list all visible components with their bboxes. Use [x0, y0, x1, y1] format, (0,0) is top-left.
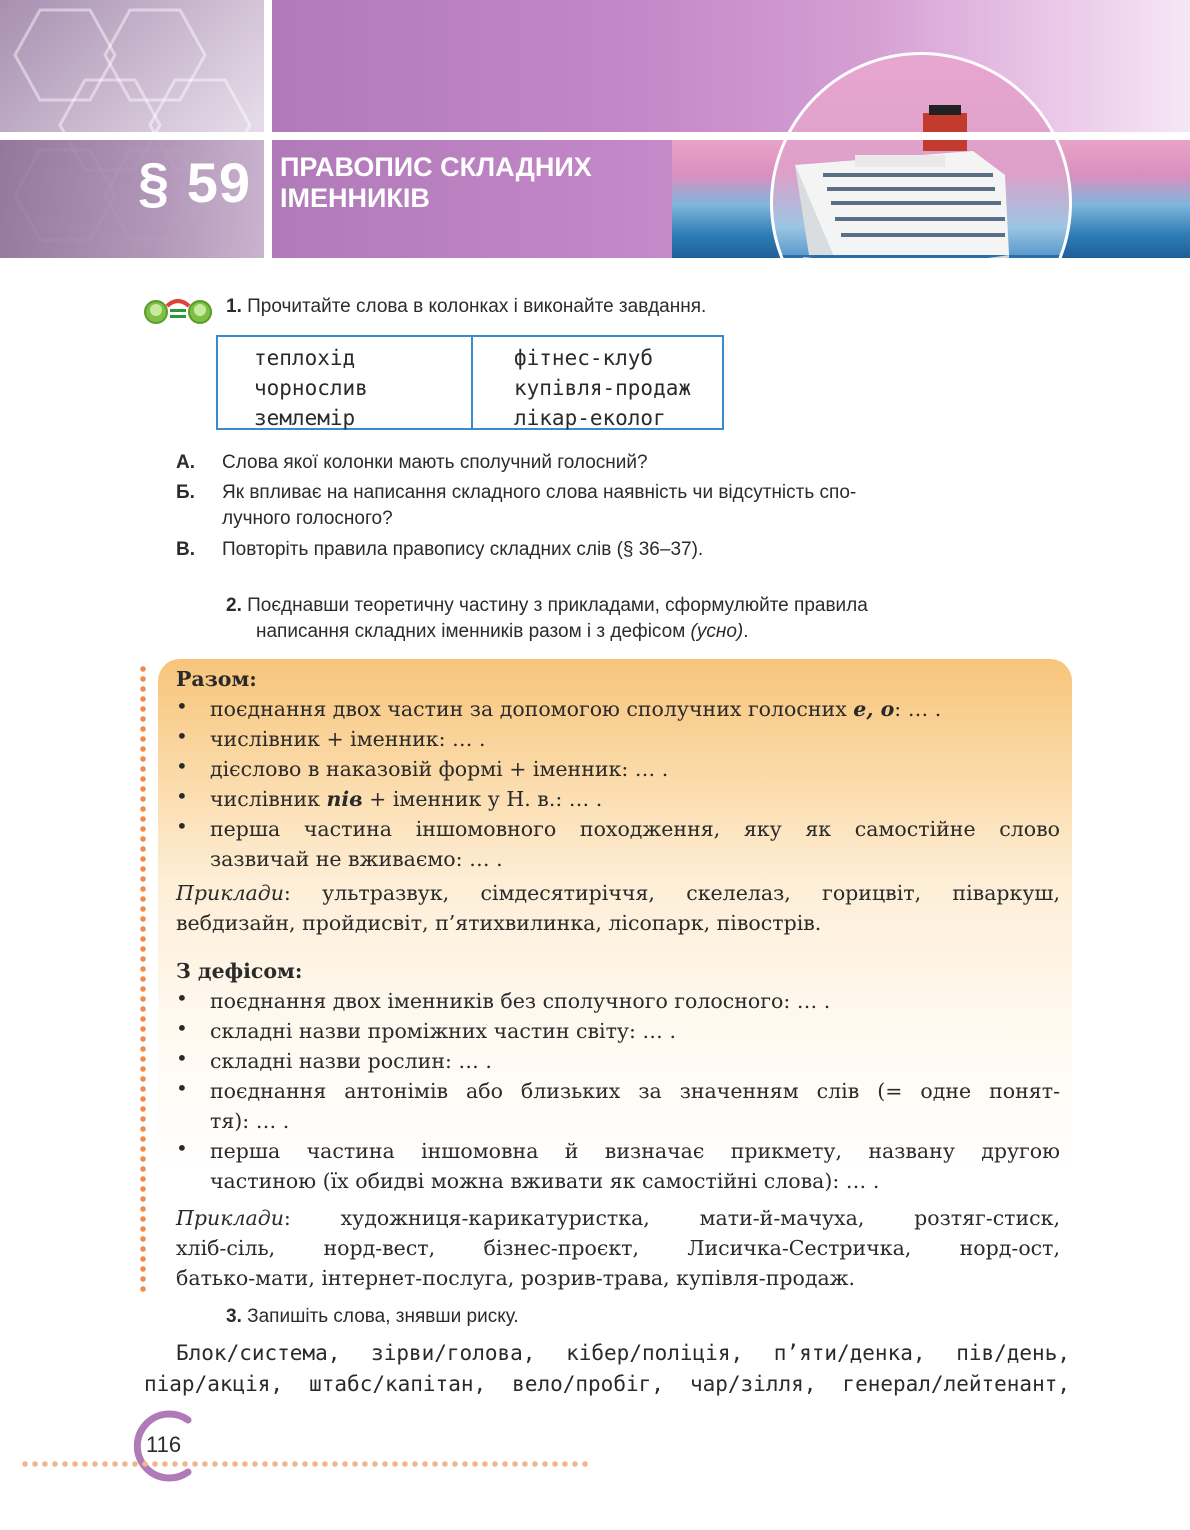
bullet-icon: • — [176, 724, 188, 748]
task-2-number: 2. — [226, 595, 242, 616]
question-letter: А. — [176, 452, 195, 473]
together-item-1 — [210, 694, 1060, 724]
task-1-text: Прочитайте слова в колонках і виконайте завдання. — [247, 296, 707, 317]
table-divider — [471, 337, 473, 428]
table-cell: купівля-продаж — [514, 376, 692, 400]
hyphen-item-1: поєднання двох іменників без сполучного голосного: … . — [210, 989, 831, 1013]
paragraph-number: § 59 — [138, 151, 251, 214]
together-heading: Разом: — [176, 667, 257, 691]
item-text-end: + іменник у Н. в.: … . — [362, 787, 603, 811]
hyphen-item-3: складні назви рослин: … . — [210, 1049, 492, 1073]
item-text-end: : … . — [894, 697, 942, 721]
together-item-2: числівник + іменник: … . — [210, 727, 486, 751]
examples-line-1: : ультразвук, сімдесятиріччя, скелелаз, горицвіт, піваркуш, — [283, 881, 1060, 905]
task-2-oral-note: (усно) — [690, 621, 744, 642]
hyphen-item-4 — [210, 1076, 1060, 1136]
table-cell: фітнес-клуб — [514, 346, 654, 370]
task-1-number: 1. — [226, 296, 242, 317]
examples-line-2: хліб-сіль, норд-вест, бізнес-проєкт, Лисичка-Сестричка, норд-ост, — [176, 1236, 1060, 1260]
task-1-heading — [226, 296, 706, 318]
table-column-1 — [254, 343, 368, 433]
pair-work-icon — [142, 292, 214, 326]
bullet-icon: • — [176, 986, 188, 1010]
table-cell: землемір — [254, 406, 356, 430]
bullet-icon: • — [176, 1046, 188, 1070]
examples-label: Приклади — [176, 1206, 284, 1230]
words-line-2: піар/акція, штабс/капітан, вело/пробіг, чар/зілля, генерал/лейтенант, — [144, 1372, 1070, 1396]
question-letter: В. — [176, 539, 195, 560]
task-2-period: . — [743, 621, 749, 642]
item-text-line-2: частиною (їх обидві можна вживати як самостійні слова): … . — [210, 1169, 880, 1193]
question-text-line-1: Як впливає на написання складного слова наявність чи відсутність спо- — [222, 482, 857, 503]
item-text-line-1: поєднання антонімів або близьких за значенням слів (= одне понят- — [210, 1079, 1060, 1103]
together-item-3: дієслово в наказовій формі + іменник: … . — [210, 757, 669, 781]
bullet-icon: • — [176, 1076, 188, 1100]
task-3-heading — [226, 1306, 519, 1328]
item-text: числівник — [210, 787, 327, 811]
examples-line-3: батько-мати, інтернет-послуга, розрив-трава, купівля-продаж. — [176, 1266, 856, 1290]
question-text: Повторіть правила правопису складних слів (§ 36–37). — [222, 539, 704, 560]
item-text-line-2: тя): … . — [210, 1109, 290, 1133]
task-2-line-2: написання складних іменників разом і з дефісом — [256, 621, 686, 642]
item-text-line-1: перша частина іншомовного походження, яку як самостійне слово — [210, 817, 1060, 841]
bullet-icon: • — [176, 694, 188, 718]
hyphen-examples — [176, 1203, 1060, 1293]
title-line-1: ПРАВОПИС СКЛАДНИХ — [280, 152, 592, 182]
question-text: Слова якої колонки мають сполучний голосний? — [222, 452, 648, 473]
question-text-line-2: лучного голосного? — [222, 508, 393, 529]
page-number: 116 — [146, 1432, 182, 1457]
together-item-5 — [210, 814, 1060, 874]
question-text — [222, 480, 982, 532]
examples-line-1: : художниця-карикатуристка, мати-й-мачуха, розтяг-стиск, — [283, 1206, 1060, 1230]
task-2-line-1: Поєднавши теоретичну частину з прикладами, сформулюйте правила — [247, 595, 868, 616]
title-line-2: ІМЕННИКІВ — [280, 183, 430, 213]
words-line-1: Блок/система, зірви/голова, кібер/поліція, п’яти/денка, пів/день, — [176, 1341, 1070, 1365]
chapter-header — [0, 0, 1190, 258]
item-text-line-2: зазвичай не вживаємо: … . — [210, 847, 503, 871]
task-3-number: 3. — [226, 1306, 242, 1327]
paragraph-title — [280, 152, 592, 214]
bullet-icon: • — [176, 814, 188, 838]
bullet-icon: • — [176, 1016, 188, 1040]
word-table — [216, 335, 724, 430]
header-divider-vertical — [264, 0, 272, 258]
bullet-icon: • — [176, 784, 188, 808]
table-cell: теплохід — [254, 346, 356, 370]
item-text: поєднання двох частин за допомогою сполучних голосних — [210, 697, 854, 721]
task-2-heading — [226, 593, 1026, 645]
table-column-2 — [514, 343, 691, 433]
together-examples — [176, 878, 1060, 938]
examples-label: Приклади — [176, 881, 284, 905]
together-item-4 — [210, 784, 1060, 814]
table-cell: лікар-еколог — [514, 406, 666, 430]
header-divider-horizontal — [0, 132, 1190, 140]
item-text-line-1: перша частина іншомовна й визначає прикмету, названу другою — [210, 1139, 1060, 1163]
hyphen-item-5 — [210, 1136, 1060, 1196]
item-emphasis: пів — [326, 787, 363, 811]
footer-dotted-line — [20, 1460, 590, 1468]
table-cell: чорнослив — [254, 376, 368, 400]
task-3-words — [144, 1338, 1070, 1400]
rule-box-dotted-border — [140, 664, 146, 1296]
hyphen-heading: З дефісом: — [176, 959, 303, 983]
hyphen-item-2: складні назви проміжних частин світу: … . — [210, 1019, 676, 1043]
bullet-icon: • — [176, 1136, 188, 1160]
examples-line-2: вебдизайн, пройдисвіт, п’ятихвилинка, лісопарк, півострів. — [176, 911, 822, 935]
item-emphasis: е, о — [853, 697, 895, 721]
task-3-text: Запишіть слова, знявши риску. — [247, 1306, 519, 1327]
bullet-icon: • — [176, 754, 188, 778]
question-letter: Б. — [176, 482, 195, 503]
